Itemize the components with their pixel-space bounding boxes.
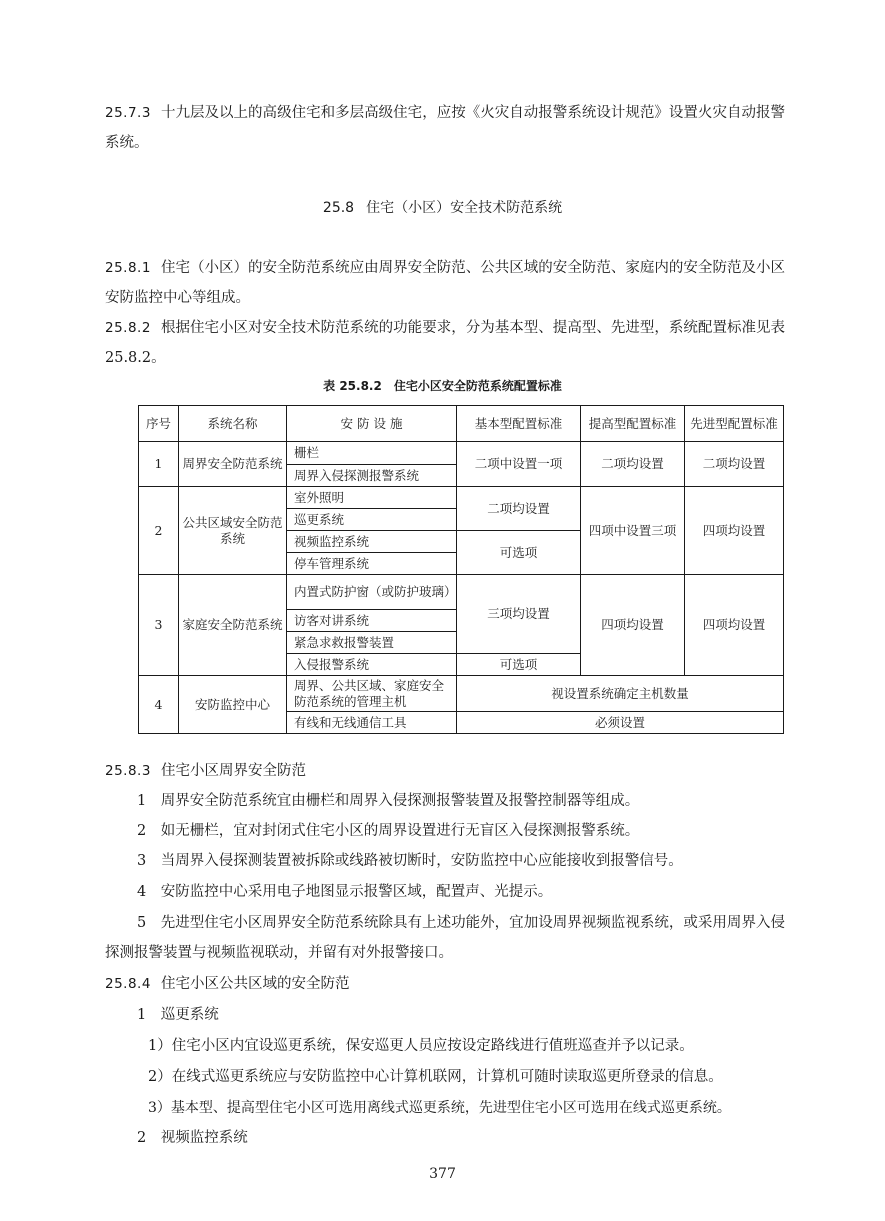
table-header-row [139, 406, 784, 442]
header-cell: 提高型配置标准 [581, 406, 685, 442]
facility: 栅栏 [287, 442, 457, 465]
sub-list-item: 2）在线式巡更系统应与安防监控中心计算机联网，计算机可随时读取巡更所登录的信息。 [148, 1069, 723, 1085]
advanced-standard: 四项均设置 [685, 487, 784, 575]
facility: 周界、公共区域、家庭安全防范系统的管理主机 [287, 676, 457, 712]
list-item: 2 如无栅栏，宜对封闭式住宅小区的周界设置进行无盲区入侵探测报警系统。 [137, 823, 640, 839]
improved-standard: 二项均设置 [581, 442, 685, 487]
facility: 有线和无线通信工具 [287, 712, 457, 734]
clause-25-8-4 [105, 969, 349, 999]
table-row [139, 487, 784, 509]
row-number: 1 [139, 442, 179, 487]
page-number: 377 [429, 1166, 456, 1182]
sub-list-item: 3）基本型、提高型住宅小区可选用离线式巡更系统，先进型住宅小区可选用在线式巡更系统。 [148, 1100, 731, 1116]
list-item: 1 周界安全防范系统宜由栅栏和周界入侵探测报警装置及报警控制器等组成。 [137, 793, 640, 809]
header-cell: 安 防 设 施 [287, 406, 457, 442]
clause-25-8-2 [105, 313, 785, 373]
facility: 停车管理系统 [287, 553, 457, 575]
header-cell: 先进型配置标准 [685, 406, 784, 442]
system-name: 周界安全防范系统 [179, 442, 287, 487]
table-caption: 表 25.8.2 住宅小区安全防范系统配置标准 [323, 379, 562, 393]
row-number: 4 [139, 676, 179, 734]
clause-number: 25.8.2 [105, 320, 151, 336]
header-cell: 序号 [139, 406, 179, 442]
clause-25-7-3 [105, 98, 785, 158]
clause-text: 十九层及以上的高级住宅和多层高级住宅，应按《火灾自动报警系统设计规范》设置火灾自动报警系统。 [105, 105, 785, 151]
facility: 访客对讲系统 [287, 610, 457, 632]
table-row [139, 676, 784, 712]
system-name: 家庭安全防范系统 [179, 575, 287, 676]
system-name: 安防监控中心 [179, 676, 287, 734]
clause-number: 25.8.1 [105, 260, 151, 276]
list-item: 3 当周界入侵探测装置被拆除或线路被切断时，安防监控中心应能接收到报警信号。 [137, 853, 683, 869]
facility: 内置式防护窗（或防护玻璃） [287, 575, 457, 610]
table-row [139, 442, 784, 465]
facility: 入侵报警系统 [287, 654, 457, 676]
all-standards: 必须设置 [457, 712, 784, 734]
basic-standard: 可选项 [457, 531, 581, 575]
basic-standard: 可选项 [457, 654, 581, 676]
facility: 室外照明 [287, 487, 457, 509]
list-item: 2 视频监控系统 [137, 1130, 248, 1146]
config-table [138, 405, 784, 734]
clause-text: 住宅（小区）的安全防范系统应由周界安全防范、公共区域的安全防范、家庭内的安全防范及小区安防监控中心等组成。 [105, 260, 785, 306]
improved-standard: 四项中设置三项 [581, 487, 685, 575]
all-standards: 视设置系统确定主机数量 [457, 676, 784, 712]
section-number: 25.8 [322, 200, 355, 216]
sub-list-item: 1）住宅小区内宜设巡更系统，保安巡更人员应按设定路线进行值班巡查并予以记录。 [148, 1038, 694, 1054]
section-title [0, 193, 885, 223]
basic-standard: 二项均设置 [457, 487, 581, 531]
row-number: 3 [139, 575, 179, 676]
clause-25-8-1 [105, 253, 785, 313]
clause-number: 25.7.3 [105, 105, 151, 121]
row-number: 2 [139, 487, 179, 575]
section-heading: 住宅（小区）安全技术防范系统 [366, 200, 563, 216]
advanced-standard: 四项均设置 [685, 575, 784, 676]
clause-text: 住宅小区周界安全防范 [160, 763, 306, 779]
clause-number: 25.8.3 [105, 763, 151, 779]
facility: 视频监控系统 [287, 531, 457, 553]
basic-standard: 三项均设置 [457, 575, 581, 654]
clause-25-8-3 [105, 756, 306, 786]
clause-number: 25.8.4 [105, 976, 151, 992]
clause-text: 根据住宅小区对安全技术防范系统的功能要求，分为基本型、提高型、先进型，系统配置标准见表 25.8.2。 [105, 320, 785, 366]
list-item: 5 先进型住宅小区周界安全防范系统除具有上述功能外，宜加设周界视频监视系统，或采用周界入侵探测报警装置与视频监视联动，并留有对外报警接口。 [105, 915, 785, 961]
system-name: 公共区域安全防范系统 [179, 487, 287, 575]
table-row [139, 575, 784, 610]
facility: 紧急求救报警装置 [287, 632, 457, 654]
list-item: 4 安防监控中心采用电子地图显示报警区域，配置声、光提示。 [137, 884, 553, 900]
facility: 周界入侵探测报警系统 [287, 465, 457, 487]
clause-text: 住宅小区公共区域的安全防范 [160, 976, 350, 992]
header-cell: 基本型配置标准 [457, 406, 581, 442]
facility: 巡更系统 [287, 509, 457, 531]
basic-standard: 二项中设置一项 [457, 442, 581, 487]
improved-standard: 四项均设置 [581, 575, 685, 676]
header-cell: 系统名称 [179, 406, 287, 442]
advanced-standard: 二项均设置 [685, 442, 784, 487]
list-item: 1 巡更系统 [137, 1007, 219, 1023]
